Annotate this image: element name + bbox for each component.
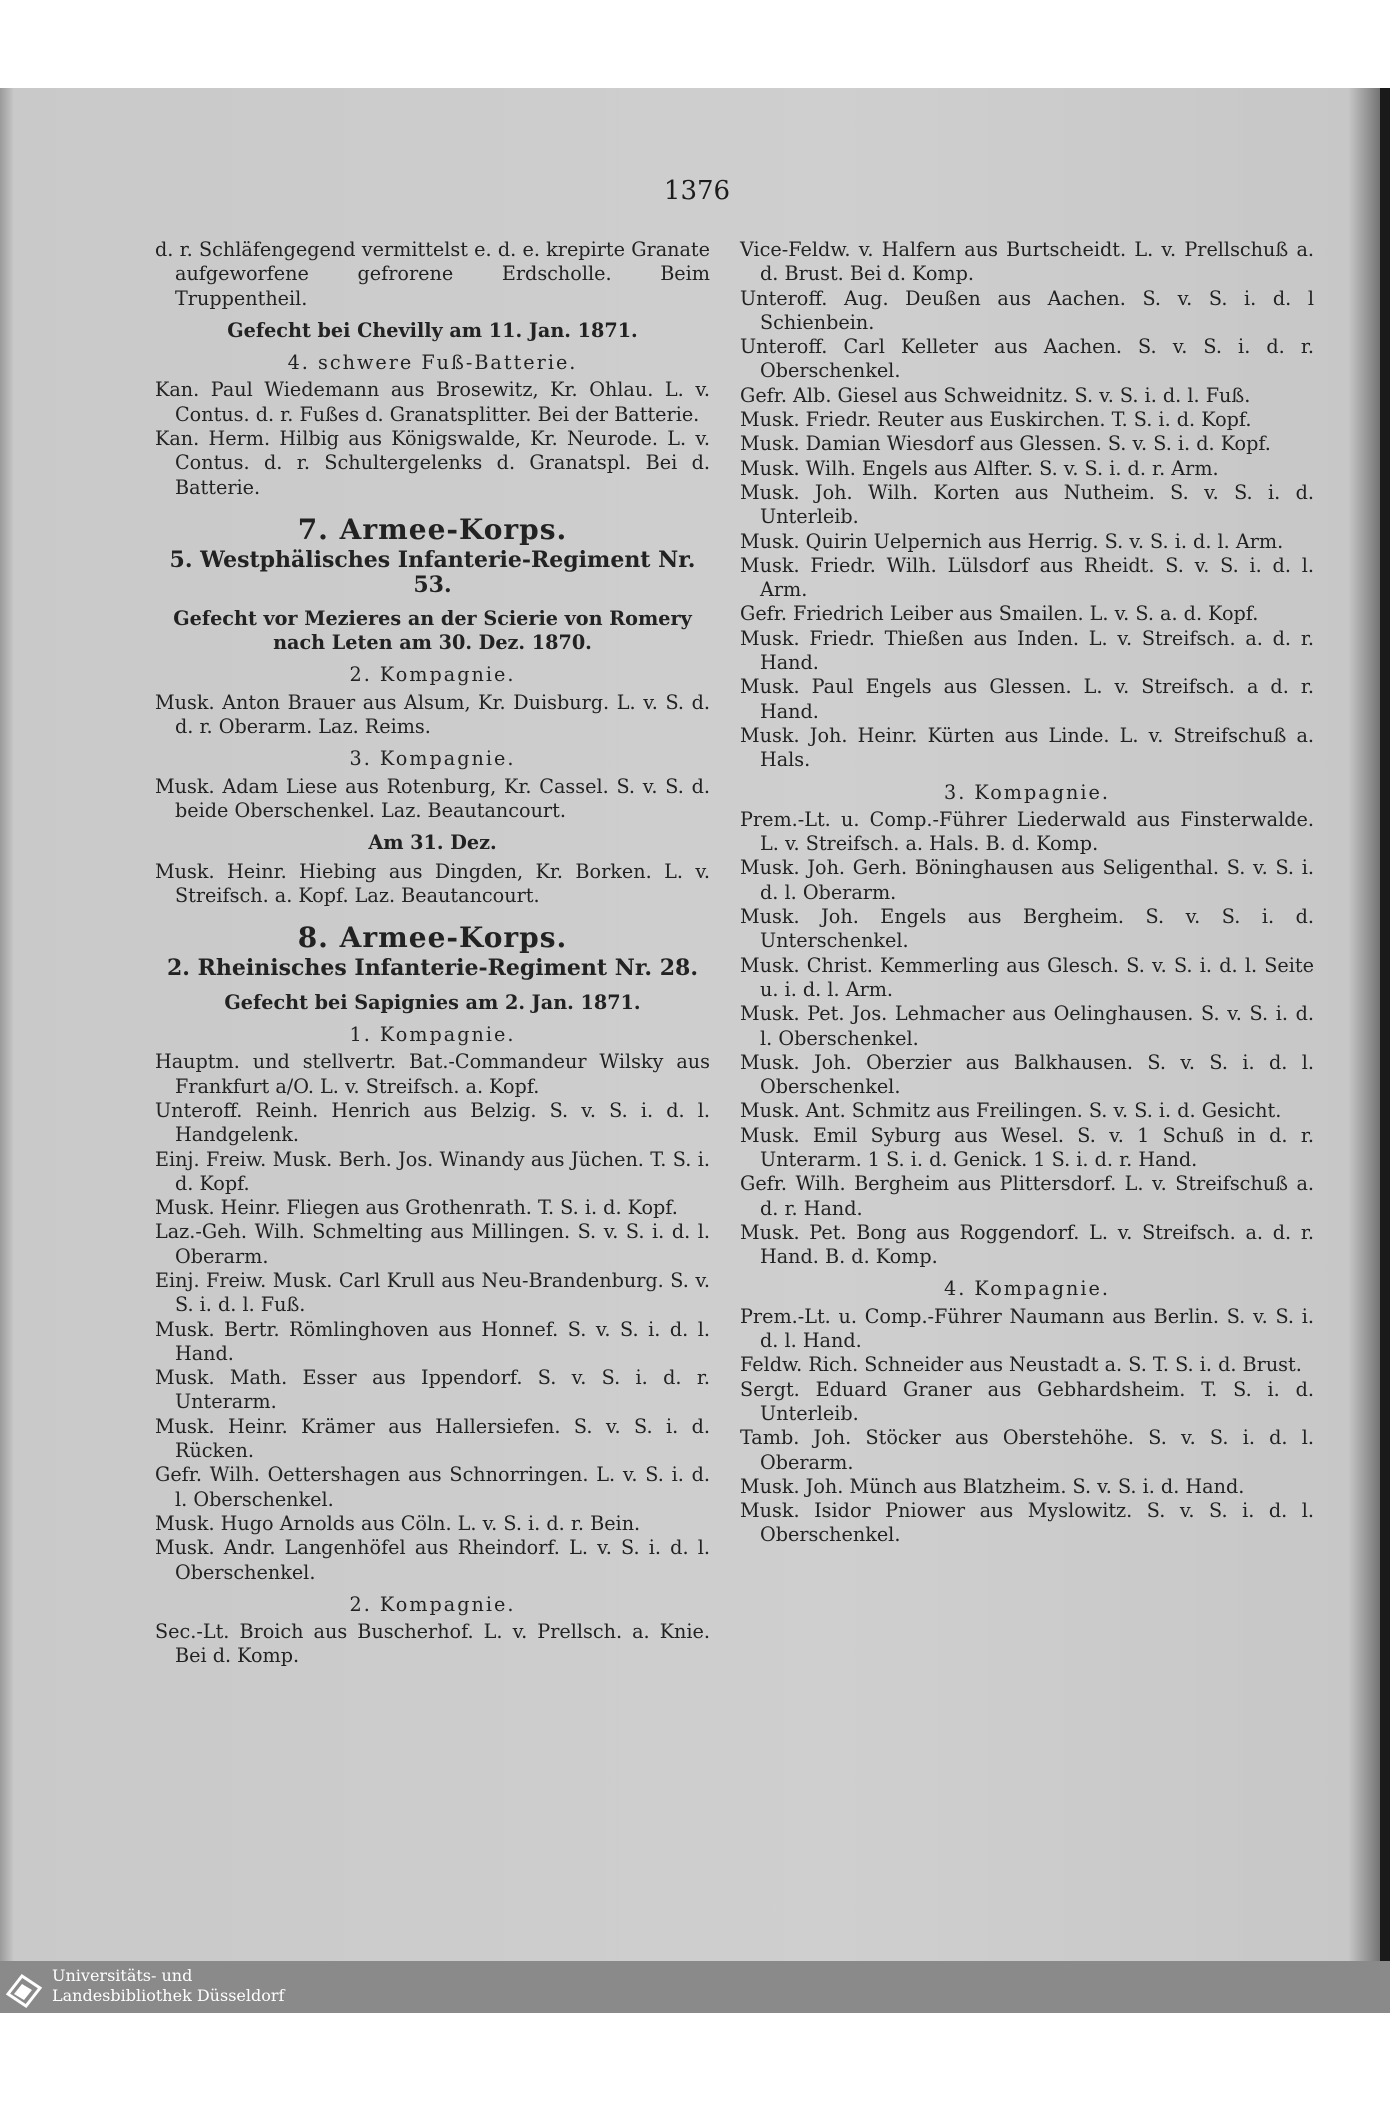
company-heading: 2. Kompagnie. [349, 663, 516, 687]
list-item: Laz.-Geh. Wilh. Schmelting aus Millingen. S. v. S. i. d. l. Oberarm. [155, 1220, 710, 1268]
list-item: Musk. Joh. Oberzier aus Balkhausen. S. v. S. i. d. l. Oberschenkel. [740, 1050, 1314, 1099]
company-heading: 2. Kompagnie. [349, 1592, 516, 1616]
list-item: Musk. Wilh. Engels aus Alfter. S. v. S. i. d. r. Arm. [740, 456, 1219, 480]
list-item: Feldw. Rich. Schneider aus Neustadt a. S. T. S. i. d. Brust. [740, 1353, 1302, 1377]
battle-heading: Gefecht bei Sapignies am 2. Jan. 1871. [224, 990, 641, 1014]
list-item: Musk. Joh. Münch aus Blatzheim. S. v. S. i. d. Hand. [740, 1474, 1245, 1498]
page-edge-shadow [1380, 88, 1390, 1961]
list-item: Musk. Joh. Heinr. Kürten aus Linde. L. v. Streifschuß a. Hals. [740, 723, 1314, 772]
list-item: Musk. Math. Esser aus Ippendorf. S. v. S. i. d. r. Unterarm. [155, 1366, 710, 1414]
list-item: Gefr. Alb. Giesel aus Schweidnitz. S. v. S. i. d. l. Fuß. [740, 383, 1251, 407]
date-heading: Am 31. Dez. [368, 831, 497, 855]
list-item: Musk. Pet. Jos. Lehmacher aus Oelinghausen. S. v. S. i. d. l. Oberschenkel. [740, 1002, 1314, 1050]
list-item: Musk. Heinr. Krämer aus Hallersiefen. S. v. S. i. d. Rücken. [155, 1414, 710, 1463]
library-logo-icon [4, 1968, 44, 2008]
list-item: Musk. Andr. Langenhöfel aus Rheindorf. L. v. S. i. d. l. Oberschenkel. [155, 1536, 710, 1584]
company-heading: 1. Kompagnie. [349, 1023, 516, 1047]
regiment-heading: 2. Rheinisches Infanterie-Regiment Nr. 28. [166, 955, 699, 982]
list-item: Musk. Friedr. Thießen aus Inden. L. v. Streifsch. a. d. r. Hand. [740, 626, 1314, 675]
list-item: Musk. Damian Wiesdorf aus Glessen. S. v. S. i. d. Kopf. [740, 432, 1271, 456]
company-heading: 4. Kompagnie. [944, 1277, 1110, 1301]
list-item: Kan. Herm. Hilbig aus Königswalde, Kr. Neurode. L. v. Contus. d. r. Schultergelenks d. Granatspl. Bei d. Batterie. [155, 427, 710, 499]
list-item: Gefr. Wilh. Oettershagen aus Schnorringen. L. v. S. i. d. l. Oberschenkel. [155, 1463, 710, 1511]
list-item: Vice-Feldw. v. Halfern aus Burtscheidt. L. v. Prellschuß a. d. Brust. Bei d. Komp. [740, 238, 1314, 286]
battle-heading: Gefecht bei Chevilly am 11. Jan. 1871. [227, 318, 638, 342]
list-item: Gefr. Wilh. Bergheim aus Plittersdorf. L. v. Streifschuß a. d. r. Hand. [740, 1172, 1314, 1220]
list-item: Unteroff. Carl Kelleter aus Aachen. S. v. S. i. d. r. Oberschenkel. [740, 335, 1314, 383]
library-name-line1[interactable]: Universitäts- und [52, 1966, 193, 1985]
list-item: Musk. Anton Brauer aus Alsum, Kr. Duisburg. L. v. S. d. d. r. Oberarm. Laz. Reims. [155, 690, 710, 739]
list-item: Musk. Joh. Wilh. Korten aus Nutheim. S. v. S. i. d. Unterleib. [740, 480, 1314, 529]
right-column [740, 238, 1314, 1548]
unit-heading: 4. schwere Fuß-Batterie. [287, 351, 578, 375]
library-name-line2[interactable]: Landesbibliothek Düsseldorf [52, 1986, 285, 2005]
list-item: Musk. Ant. Schmitz aus Freilingen. S. v. S. i. d. Gesicht. [740, 1099, 1282, 1123]
battle-heading: Gefecht vor Mezieres an der Scierie von Romery nach Leten am 30. Dez. 1870. [173, 606, 692, 655]
list-item: Musk. Heinr. Hiebing aus Dingden, Kr. Borken. L. v. Streifsch. a. Kopf. Laz. Beautancourt. [155, 859, 710, 907]
list-item: Unteroff. Aug. Deußen aus Aachen. S. v. S. i. d. l Schienbein. [740, 286, 1314, 334]
list-item: Sergt. Eduard Graner aus Gebhardsheim. T. S. i. d. Unterleib. [740, 1377, 1314, 1425]
list-item: Musk. Bertr. Römlinghoven aus Honnef. S. v. S. i. d. l. Hand. [155, 1317, 710, 1365]
list-item: Musk. Isidor Pniower aus Myslowitz. S. v. S. i. d. l. Oberschenkel. [740, 1499, 1314, 1547]
list-item: Musk. Hugo Arnolds aus Cöln. L. v. S. i. d. r. Bein. [155, 1511, 641, 1535]
list-item: Musk. Emil Syburg aus Wesel. S. v. 1 Schuß in d. r. Unterarm. 1 S. i. d. Genick. 1 S. i. d. r. Hand. [740, 1123, 1314, 1171]
list-item: Einj. Freiw. Musk. Berh. Jos. Winandy aus Jüchen. T. S. i. d. Kopf. [155, 1147, 710, 1195]
list-item: Kan. Paul Wiedemann aus Brosewitz, Kr. Ohlau. L. v. Contus. d. r. Fußes d. Granatsplitter. Bei der Batterie. [155, 378, 710, 426]
list-item: Musk. Pet. Bong aus Roggendorf. L. v. Streifsch. a. d. r. Hand. B. d. Komp. [740, 1220, 1314, 1269]
corps-heading: 8. Armee-Korps. [297, 921, 568, 955]
list-item: Musk. Joh. Gerh. Böninghausen aus Seligenthal. S. v. S. i. d. l. Oberarm. [740, 856, 1314, 904]
list-item: Musk. Paul Engels aus Glessen. L. v. Streifsch. a d. r. Hand. [740, 675, 1314, 723]
list-item: Hauptm. und stellvertr. Bat.-Commandeur Wilsky aus Frankfurt a/O. L. v. Streifsch. a. Kopf. [155, 1050, 710, 1098]
list-item: Musk. Friedr. Reuter aus Euskirchen. T. S. i. d. Kopf. [740, 408, 1252, 432]
list-item: Prem.-Lt. u. Comp.-Führer Liederwald aus Finsterwalde. L. v. Streifsch. a. Hals. B. d. Komp. [740, 807, 1314, 856]
left-column [155, 238, 710, 1669]
list-item: Musk. Heinr. Fliegen aus Grothenrath. T. S. i. d. Kopf. [155, 1196, 678, 1220]
company-heading: 3. Kompagnie. [349, 747, 516, 771]
list-item: Einj. Freiw. Musk. Carl Krull aus Neu-Brandenburg. S. v. S. i. d. l. Fuß. [155, 1268, 710, 1317]
list-item: Musk. Joh. Engels aus Bergheim. S. v. S. i. d. Unterschenkel. [740, 905, 1314, 953]
regiment-heading: 5. Westphälisches Infanterie-Regiment Nr. 53. [169, 547, 696, 598]
list-item: Tamb. Joh. Stöcker aus Oberstehöhe. S. v. S. i. d. l. Oberarm. [740, 1426, 1314, 1474]
list-item: Sec.-Lt. Broich aus Buscherhof. L. v. Prellsch. a. Knie. Bei d. Komp. [155, 1620, 710, 1668]
list-item: Musk. Adam Liese aus Rotenburg, Kr. Cassel. S. v. S. d. beide Oberschenkel. Laz. Beautancourt. [155, 774, 710, 822]
page-number: 1376 [663, 176, 731, 206]
list-item: Unteroff. Reinh. Henrich aus Belzig. S. v. S. i. d. l. Handgelenk. [155, 1098, 710, 1147]
list-item: Gefr. Friedrich Leiber aus Smailen. L. v. S. a. d. Kopf. [740, 602, 1259, 626]
corps-heading: 7. Armee-Korps. [297, 512, 568, 546]
list-item: Musk. Quirin Uelpernich aus Herrig. S. v. S. i. d. l. Arm. [740, 529, 1284, 553]
list-item: Prem.-Lt. u. Comp.-Führer Naumann aus Berlin. S. v. S. i. d. l. Hand. [740, 1304, 1314, 1353]
list-item: Musk. Christ. Kemmerling aus Glesch. S. v. S. i. d. l. Seite u. i. d. l. Arm. [740, 953, 1314, 1001]
company-heading: 3. Kompagnie. [944, 780, 1110, 804]
list-item: Musk. Friedr. Wilh. Lülsdorf aus Rheidt. S. v. S. i. d. l. Arm. [740, 553, 1314, 602]
continuation-text: d. r. Schläfengegend vermittelst e. d. e. krepirte Granate aufgeworfene gefrorene Erdscholle. Beim Truppentheil. [155, 238, 710, 310]
